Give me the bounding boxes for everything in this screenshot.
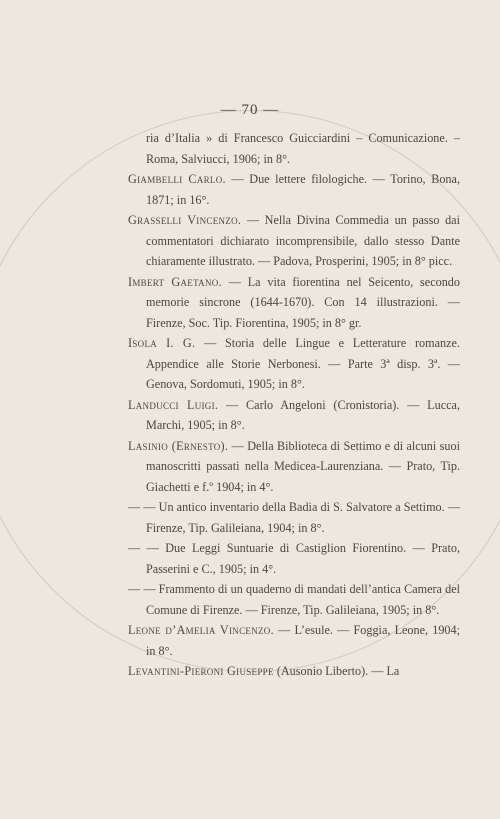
entry-author: Imbert Gaetano.	[128, 274, 222, 289]
entry-author: Landucci Luigi.	[128, 397, 219, 412]
entry-text: Frammento di un quaderno di mandati dell’antica Camera del Comune di Firenze. — Firenze, Tip. Galileiana, 1905; in 8°.	[146, 582, 461, 617]
entry-text: ria d’Italia » di Francesco Guicciardini – Comunicazione. – Roma, Salviucci, 1906; in 8°.	[146, 131, 460, 166]
bibliography-entry	[128, 395, 460, 436]
entry-text: — Della Biblioteca di Settimo e di alcuni suoi manoscritti passati nella Medicea-Laurenziana. — Prato, Tip. Giachetti e f.º 1904; in 4°.	[146, 438, 460, 494]
entry-text: — L’esule. — Foggia, Leone, 1904; in 8°.	[146, 623, 460, 658]
entry-text: — Nella Divina Commedia un passo dai commentatori dichiarato incomprensibile, dallo stesso Dante chiaramente illustrato. — Padova, Prosperini, 1905; in 8° picc.	[146, 213, 460, 268]
entry-text: — Carlo Angeloni (Cronistoria). — Lucca, Marchi, 1905; in 8°.	[146, 397, 460, 432]
entry-author: Giambelli Carlo.	[128, 172, 226, 186]
entry-author: Grasselli Vincenzo.	[128, 213, 242, 227]
entry-text: — Due lettere filologiche. — Torino, Bona, 1871; in 16°.	[146, 172, 460, 207]
entry-text: Un antico inventario della Badia di S. Salvatore a Settimo. — Firenze, Tip. Galileiana, 1904; in 8°.	[146, 500, 461, 535]
bibliography-entry	[128, 661, 460, 682]
entry-text: Due Leggi Suntuarie di Castiglion Fiorentino. — Prato, Passerini e C., 1905; in 4°.	[146, 541, 460, 576]
bibliography-entry	[128, 333, 460, 395]
entry-author: — —	[128, 582, 156, 596]
bibliography-entry	[128, 436, 460, 498]
entry-text: — Storia delle Lingue e Letterature romanze. Appendice alle Storie Nerbonesi. — Parte 3ª disp. 3ª. — Genova, Sordomuti, 1905; in 8°.	[146, 336, 460, 391]
bibliography-entry	[128, 620, 460, 661]
bibliography-entry	[128, 579, 460, 620]
bibliography-list	[128, 128, 460, 682]
entry-author: Lasinio (Ernesto).	[128, 438, 229, 453]
entry-author: — —	[128, 541, 159, 555]
bibliography-entry	[128, 169, 460, 210]
bibliography-entry	[128, 272, 460, 334]
entry-text: — La vita fiorentina nel Seicento, secondo memorie sincrone (1644-1670). Con 14 illustrazioni. — Firenze, Soc. Tip. Fiorentina, 1905; in 8° gr.	[146, 274, 460, 330]
bibliography-entry	[128, 210, 460, 272]
page-number: — 70 —	[220, 102, 280, 118]
entry-author: — —	[128, 500, 156, 514]
entry-author: Isola I. G.	[128, 336, 196, 350]
bibliography-entry	[128, 538, 460, 579]
bibliography-entry	[128, 497, 460, 538]
entry-author: Leone d’Amelia Vincenzo.	[128, 623, 274, 637]
bibliography-entry	[128, 128, 460, 169]
entry-text: (Ausonio Liberto). — La	[273, 664, 400, 678]
entry-author: Levantini-Pieroni Giuseppe	[128, 664, 274, 678]
